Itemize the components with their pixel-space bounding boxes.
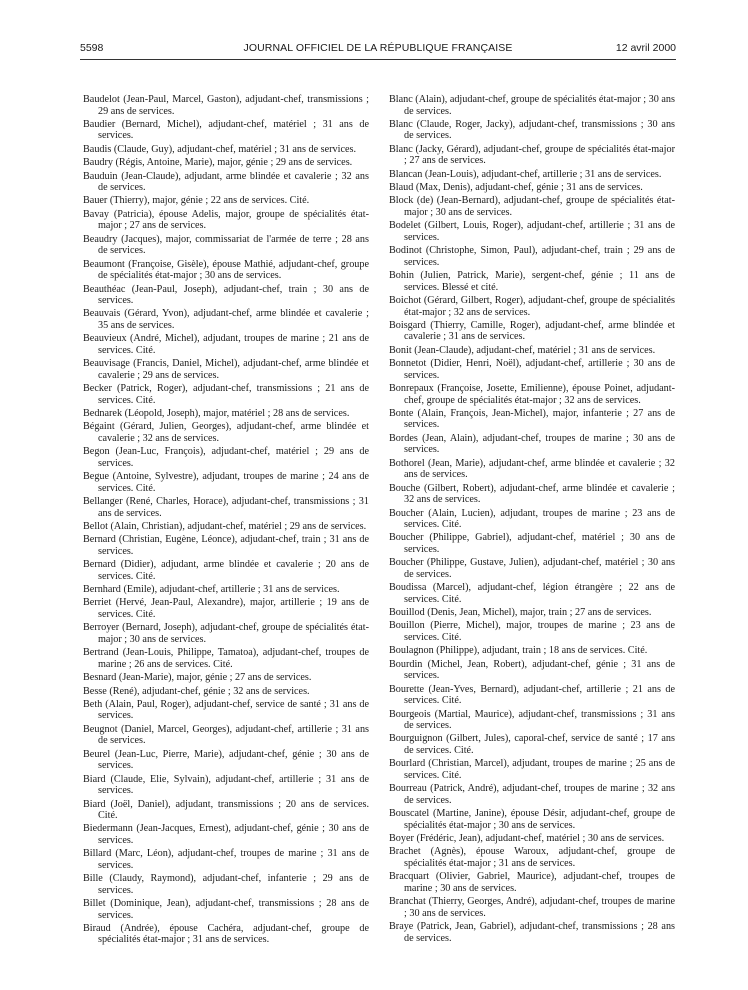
list-item: Block (de) (Jean-Bernard), adjudant-chef, groupe de spécialités état-major ; 30 ans de services. <box>389 195 675 218</box>
list-item: Beauvieux (André, Michel), adjudant, troupes de marine ; 21 ans de services. Cité. <box>83 333 369 356</box>
list-item: Beauthéac (Jean-Paul, Joseph), adjudant-chef, train ; 30 ans de services. <box>83 283 369 307</box>
list-item: Boucher (Philippe, Gabriel), adjudant-chef, matériel ; 30 ans de services. <box>389 532 675 555</box>
list-item: Bouscatel (Martine, Janine), épouse Désir, adjudant-chef, groupe de spécialités état-major ; 30 ans de services. <box>389 808 675 831</box>
list-item: Boichot (Gérard, Gilbert, Roger), adjudant-chef, groupe de spécialités état-major ; 32 ans de services. <box>389 295 675 318</box>
list-item: Blaud (Max, Denis), adjudant-chef, génie ; 31 ans de services. <box>389 182 643 194</box>
list-item: Bourette (Jean-Yves, Bernard), adjudant-chef, artillerie ; 21 ans de services. Cité. <box>389 683 675 707</box>
list-item: Biard (Claude, Elie, Sylvain), adjudant-chef, artillerie ; 31 ans de services. <box>83 773 369 797</box>
journal-title: JOURNAL OFFICIEL DE LA RÉPUBLIQUE FRANÇAISE <box>243 42 513 54</box>
list-item: Besnard (Jean-Marie), major, génie ; 27 ans de services. <box>83 672 312 684</box>
list-item: Blancan (Jean-Louis), adjudant-chef, artillerie ; 31 ans de services. <box>389 168 662 180</box>
list-item: Bourgeois (Martial, Maurice), adjudant-chef, transmissions ; 31 ans de services. <box>389 708 675 732</box>
list-item: Bonnetot (Didier, Henri, Noël), adjudant-chef, artillerie ; 30 ans de services. <box>389 358 675 381</box>
list-item: Bernard (Christian, Eugène, Léonce), adjudant-chef, train ; 31 ans de services. <box>83 534 369 557</box>
list-item: Beth (Alain, Paul, Roger), adjudant-chef, service de santé ; 31 ans de services. <box>83 698 369 722</box>
list-item: Bourdin (Michel, Jean, Robert), adjudant-chef, génie ; 31 ans de services. <box>389 658 675 682</box>
list-item: Boucher (Alain, Lucien), adjudant, troupes de marine ; 23 ans de services. Cité. <box>389 507 675 531</box>
list-item: Bohin (Julien, Patrick, Marie), sergent-chef, génie ; 11 ans de services. Blessé et cité. <box>389 270 675 293</box>
header-rule <box>80 59 676 60</box>
list-item: Bouche (Gilbert, Robert), adjudant-chef, arme blindée et cavalerie ; 32 ans de services. <box>389 482 675 506</box>
list-item: Bavay (Patricia), épouse Adelis, major, groupe de spécialités état-major ; 27 ans de services. <box>83 208 369 232</box>
list-item: Bouillon (Pierre, Michel), major, troupes de marine ; 23 ans de services. Cité. <box>389 620 675 643</box>
list-item: Bourreau (Patrick, André), adjudant-chef, troupes de marine ; 32 ans de services. <box>389 783 675 806</box>
list-item: Bauer (Thierry), major, génie ; 22 ans de services. Cité. <box>83 195 310 207</box>
list-item: Bordes (Jean, Alain), adjudant-chef, troupes de marine ; 30 ans de services. <box>389 432 675 456</box>
list-item: Bothorel (Jean, Marie), adjudant-chef, arme blindée et cavalerie ; 32 ans de services. <box>389 457 675 481</box>
list-item: Blanc (Claude, Roger, Jacky), adjudant-chef, transmissions ; 30 ans de services. <box>389 118 675 142</box>
list-item: Berriet (Hervé, Jean-Paul, Alexandre), major, artillerie ; 19 ans de services. Cité. <box>83 597 369 620</box>
list-item: Boisgard (Thierry, Camille, Roger), adjudant-chef, arme blindée et cavalerie ; 31 ans de services. <box>389 319 675 343</box>
list-item: Begon (Jean-Luc, François), adjudant-chef, matériel ; 29 ans de services. <box>83 446 369 469</box>
list-item: Beaudry (Jacques), major, commissariat de l'armée de terre ; 28 ans de services. <box>83 233 369 257</box>
list-item: Bonrepaux (Françoise, Josette, Emilienne), épouse Poinet, adjudant-chef, groupe de spécialités état-major ; 32 ans de services. <box>389 383 675 406</box>
list-item: Bauduin (Jean-Claude), adjudant, arme blindée et cavalerie ; 32 ans de services. <box>83 170 369 194</box>
list-item: Bodinot (Christophe, Simon, Paul), adjudant-chef, train ; 29 ans de services. <box>389 245 675 268</box>
list-item: Boudissa (Marcel), adjudant-chef, légion étrangère ; 22 ans de services. Cité. <box>389 582 675 605</box>
list-item: Berroyer (Bernard, Joseph), adjudant-chef, groupe de spécialités état-major ; 30 ans de services. <box>83 622 369 645</box>
list-item: Boulagnon (Philippe), adjudant, train ; 18 ans de services. Cité. <box>389 645 648 657</box>
list-item: Brachet (Agnès), épouse Waroux, adjudant-chef, groupe de spécialités état-major ; 31 ans de services. <box>389 846 675 869</box>
list-item: Bertrand (Jean-Louis, Philippe, Tamatoa), adjudant-chef, troupes de marine ; 26 ans de services. Cité. <box>83 647 369 670</box>
list-item: Bednarek (Léopold, Joseph), major, matériel ; 28 ans de services. <box>83 407 350 419</box>
list-item: Baudry (Régis, Antoine, Marie), major, génie ; 29 ans de services. <box>83 157 353 169</box>
list-item: Boucher (Philippe, Gustave, Julien), adjudant-chef, matériel ; 30 ans de services. <box>389 557 675 580</box>
publication-date: 12 avril 2000 <box>615 42 676 54</box>
list-item: Biard (Joël, Daniel), adjudant, transmissions ; 20 ans de services. Cité. <box>83 798 369 821</box>
list-item: Bourlard (Christian, Marcel), adjudant, troupes de marine ; 25 ans de services. Cité. <box>389 758 675 781</box>
list-item: Bonte (Alain, François, Jean-Michel), major, infanterie ; 27 ans de services. <box>389 407 675 431</box>
list-item: Braye (Patrick, Jean, Gabriel), adjudant-chef, transmissions ; 28 ans de services. <box>389 921 675 944</box>
page-header <box>80 42 676 64</box>
list-item: Baudelot (Jean-Paul, Marcel, Gaston), adjudant-chef, transmissions ; 29 ans de services. <box>83 94 369 117</box>
list-item: Bracquart (Olivier, Gabriel, Maurice), adjudant-chef, troupes de marine ; 30 ans de services. <box>389 871 675 894</box>
right-column <box>389 94 675 946</box>
list-item: Baudier (Bernard, Michel), adjudant-chef, matériel ; 31 ans de services. <box>83 118 369 142</box>
page-number: 5598 <box>80 42 104 54</box>
list-item: Billet (Dominique, Jean), adjudant-chef, transmissions ; 28 ans de services. <box>83 898 369 921</box>
list-item: Beaumont (Françoise, Gisèle), épouse Mathié, adjudant-chef, groupe de spécialités état-major ; 30 ans de services. <box>83 258 369 282</box>
list-item: Beurel (Jean-Luc, Pierre, Marie), adjudant-chef, génie ; 30 ans de services. <box>83 748 369 772</box>
list-item: Becker (Patrick, Roger), adjudant-chef, transmissions ; 21 ans de services. Cité. <box>83 383 369 406</box>
list-item: Branchat (Thierry, Georges, André), adjudant-chef, troupes de marine ; 30 ans de services. <box>389 896 675 919</box>
list-item: Blanc (Jacky, Gérard), adjudant-chef, groupe de spécialités état-major ; 27 ans de services. <box>389 143 675 167</box>
list-item: Bille (Claudy, Raymond), adjudant-chef, infanterie ; 29 ans de services. <box>83 873 369 896</box>
list-item: Bellot (Alain, Christian), adjudant-chef, matériel ; 29 ans de services. <box>83 520 367 532</box>
list-item: Beugnot (Daniel, Marcel, Georges), adjudant-chef, artillerie ; 31 ans de services. <box>83 723 369 747</box>
list-item: Beauvisage (Francis, Daniel, Michel), adjudant-chef, arme blindée et cavalerie ; 29 ans de services. <box>83 358 369 381</box>
list-item: Bégaint (Gérard, Julien, Georges), adjudant-chef, arme blindée et cavalerie ; 32 ans de services. <box>83 421 369 444</box>
list-item: Bodelet (Gilbert, Louis, Roger), adjudant-chef, artillerie ; 31 ans de services. <box>389 220 675 243</box>
list-item: Bellanger (René, Charles, Horace), adjudant-chef, transmissions ; 31 ans de services. <box>83 496 369 519</box>
list-item: Biedermann (Jean-Jacques, Ernest), adjudant-chef, génie ; 30 ans de services. <box>83 823 369 846</box>
list-item: Boyer (Frédéric, Jean), adjudant-chef, matériel ; 30 ans de services. <box>389 833 665 844</box>
list-item: Billard (Marc, Léon), adjudant-chef, troupes de marine ; 31 ans de services. <box>83 848 369 871</box>
list-item: Bouillod (Denis, Jean, Michel), major, train ; 27 ans de services. <box>389 607 652 619</box>
list-item: Blanc (Alain), adjudant-chef, groupe de spécialités état-major ; 30 ans de services. <box>389 94 675 117</box>
list-item: Beauvais (Gérard, Yvon), adjudant-chef, arme blindée et cavalerie ; 35 ans de services. <box>83 308 369 331</box>
left-column <box>83 94 369 948</box>
list-item: Begue (Antoine, Sylvestre), adjudant, troupes de marine ; 24 ans de services. Cité. <box>83 471 369 494</box>
list-item: Baudis (Claude, Guy), adjudant-chef, matériel ; 31 ans de services. <box>83 143 356 155</box>
list-item: Bonit (Jean-Claude), adjudant-chef, matériel ; 31 ans de services. <box>389 344 656 356</box>
list-item: Biraud (Andrée), épouse Cachéra, adjudant-chef, groupe de spécialités état-major ; 31 ans de services. <box>83 922 369 946</box>
list-item: Bernard (Didier), adjudant, arme blindée et cavalerie ; 20 ans de services. Cité. <box>83 559 369 582</box>
list-item: Besse (René), adjudant-chef, génie ; 32 ans de services. <box>83 685 310 697</box>
list-item: Bourguignon (Gilbert, Jules), caporal-chef, service de santé ; 17 ans de services. Cité. <box>389 733 675 756</box>
list-item: Bernhard (Emile), adjudant-chef, artillerie ; 31 ans de services. <box>83 584 340 596</box>
